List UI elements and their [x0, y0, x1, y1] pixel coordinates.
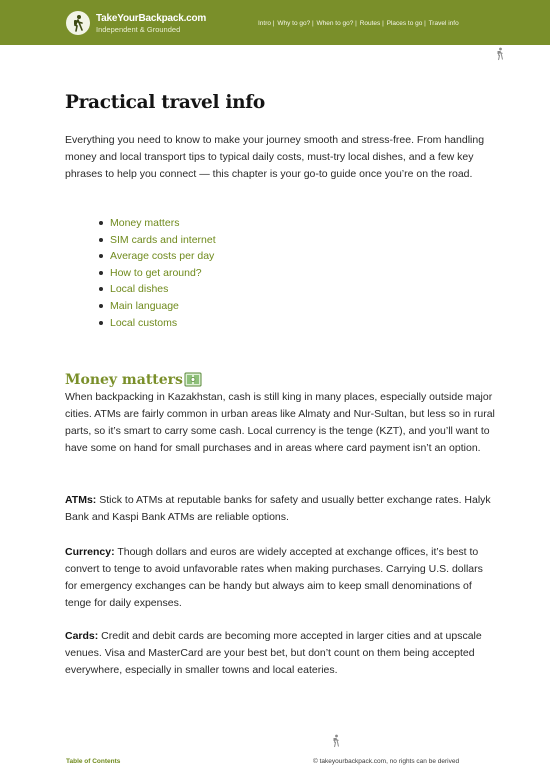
currency-paragraph: [65, 544, 497, 612]
toc-link-dishes[interactable]: Local dishes: [97, 281, 216, 298]
nav-link-why[interactable]: Why to go? |: [277, 20, 314, 27]
cards-paragraph: [65, 628, 497, 679]
hiker-icon: [494, 47, 506, 61]
currency-label: Currency:: [65, 546, 115, 558]
top-navigation: [258, 20, 460, 27]
hiker-icon: [330, 734, 342, 748]
atms-paragraph: [65, 492, 497, 526]
copyright-notice: © takeyourbackpack.com, no rights can be derived: [313, 758, 460, 765]
nav-link-when[interactable]: When to go? |: [316, 20, 357, 27]
toc-link-money[interactable]: Money matters: [97, 215, 216, 232]
cards-label: Cards:: [65, 630, 99, 642]
nav-link-travel-info[interactable]: Travel info: [428, 20, 459, 27]
toc-link-customs[interactable]: Local customs: [97, 315, 216, 332]
brand-name[interactable]: TakeYourBackpack.com: [96, 13, 207, 24]
nav-link-intro[interactable]: Intro |: [258, 20, 275, 27]
money-intro-paragraph: When backpacking in Kazakhstan, cash is still king in many places, especially outside major cities. ATMs are fairly common in urban areas like Almaty and Nur-Sultan, but less so in rural parts, so it’s smart to carry some cash. Local currency is the tenge (KZT), and you’ll want to have some on hand for small purchases and in areas where card payment isn’t an option.: [65, 391, 495, 454]
money-icon: [184, 372, 202, 387]
toc-link-sim[interactable]: SIM cards and internet: [97, 232, 216, 249]
toc-link-costs[interactable]: Average costs per day: [97, 248, 216, 265]
section-heading: Money matters: [65, 372, 183, 388]
hiker-logo-icon[interactable]: [66, 11, 90, 35]
brand-tagline: Independent & Grounded: [96, 25, 181, 34]
table-of-contents-link[interactable]: Table of Contents: [66, 758, 121, 765]
toc-link-transport[interactable]: How to get around?: [97, 265, 216, 282]
chapter-contents-list: [97, 215, 216, 331]
intro-paragraph: Everything you need to know to make your journey smooth and stress-free. From handling money and local transport tips to typical daily costs, must-try local dishes, and a few key phrases to help you connect — this chapter is your go-to guide once you’re on the road.: [65, 134, 485, 180]
toc-link-language[interactable]: Main language: [97, 298, 216, 315]
cards-text: Credit and debit cards are becoming more accepted in larger cities and at upscale venues. Visa and MasterCard are your best bet, but don’t count on them being accepted everywhere, especially in smaller towns and local eateries.: [65, 630, 482, 676]
nav-link-places[interactable]: Places to go |: [386, 20, 426, 27]
currency-text: Though dollars and euros are widely accepted at exchange offices, it’s best to convert to tenge to avoid unfavorable rates when making purchases. Carrying U.S. dollars for emergency exchanges can be handy but always aim to keep small denominations of tenge for daily expenses.: [65, 546, 483, 609]
page-header: [0, 0, 550, 45]
atms-text: Stick to ATMs at reputable banks for safety and usually better exchange rates. Halyk Bank and Kaspi Bank ATMs are reliable options.: [65, 494, 491, 523]
page-title: Practical travel info: [65, 92, 265, 113]
nav-link-routes[interactable]: Routes |: [359, 20, 384, 27]
atms-label: ATMs:: [65, 494, 97, 506]
